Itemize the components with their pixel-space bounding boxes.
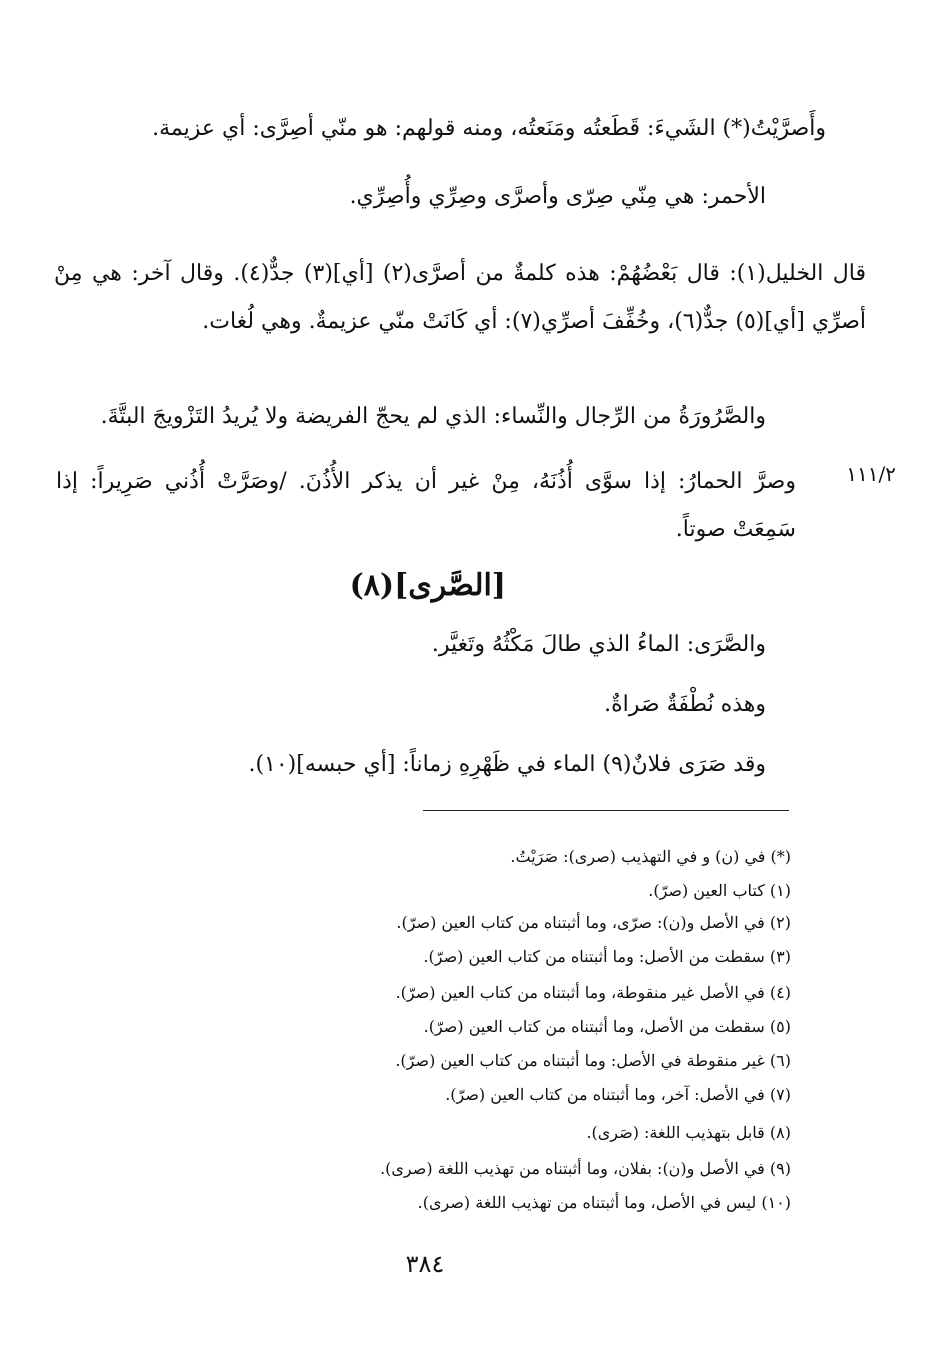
paragraph-1: وأَصرَّيْتُ(*) الشَيءَ: قَطَعتُه ومَنَعتُه، ومنه قولهم: هو منّي أصِرَّى: أي عزيمة. (152, 116, 826, 141)
footnote-9: (٩) في الأصل و(ن): بفلان، وما أثبتناه من تهذيب اللغة (صرى). (380, 1159, 791, 1178)
section-heading: [الصَّرى](٨) (349, 568, 506, 603)
footnote-6: (٦) غير منقوطة في الأصل: وما أثبتناه من كتاب العين (صرّ). (395, 1051, 791, 1070)
footnote-star: (*) في (ن) و في التهذيب (صرى): صَرَيْتُ. (510, 847, 791, 866)
footnote-1: (١) كتاب العين (صرّ). (648, 881, 791, 900)
footnote-divider (423, 810, 789, 811)
margin-page-reference: ١١١/٢ (846, 462, 896, 486)
footnote-10: (١٠) ليس في الأصل، وما أثبتناه من تهذيب اللغة (صرى). (417, 1193, 791, 1212)
section-line-3: وقد صَرَى فلانٌ(٩) الماء في ظَهْرِهِ زماناً: [أي حبسه](١٠). (248, 752, 766, 777)
paragraph-2: الأحمر: هي مِنّي صِرّى وأصرَّى وصِرِّي وأُصِرِّي. (349, 184, 766, 209)
paragraph-3: قال الخليل(١): قال بَعْضُهُمْ: هذه كلمةٌ من أصرَّى(٢) [أي](٣) جدٌّ(٤). وقال آخر: هي مِنْ أصرِّي [أي](٥) جدٌّ(٦)، وخُفِّفَ أصرِّي(٧): أي كَانَتْ منّي عزيمةٌ. وهي لُغات. (54, 261, 866, 334)
footnote-2: (٢) في الأصل و(ن): صرّى، وما أثبتناه من كتاب العين (صرّ). (396, 913, 791, 932)
footnote-8: (٨) قابل بتهذيب اللغة: (صَرى). (586, 1123, 791, 1142)
paragraph-5: وصرَّ الحمارُ: إذا سوَّى أُذُنَهُ، مِنْ غير أن يذكر الأُذُنَ. /وصَرَّتْ أُذُني صَرِيراً: إذا سَمِعَتْ صوتاً. (56, 469, 796, 542)
footnote-3: (٣) سقطت من الأصل: وما أثبتناه من كتاب العين (صرّ). (423, 947, 791, 966)
page-number: ٣٨٤ (405, 1250, 445, 1278)
footnote-4: (٤) في الأصل غير منقوطة، وما أثبتناه من كتاب العين (صرّ). (395, 983, 791, 1002)
footnote-5: (٥) سقطت من الأصل، وما أثبتناه من كتاب العين (صرّ). (423, 1017, 791, 1036)
section-line-2: وهذه نُطْفَةٌ صَراةٌ. (604, 692, 766, 717)
footnote-7: (٧) في الأصل: آخر، وما أثبتناه من كتاب العين (صرّ). (445, 1085, 791, 1104)
paragraph-4: والصَّرُورَةُ من الرِّجال والنِّساء: الذي لم يحجّ الفريضة ولا يُريدُ التَزْويجَ البتَّةَ. (100, 404, 766, 429)
section-line-1: والصَّرَى: الماءُ الذي طالَ مَكْثُهُ وتَغيَّر. (431, 632, 766, 657)
